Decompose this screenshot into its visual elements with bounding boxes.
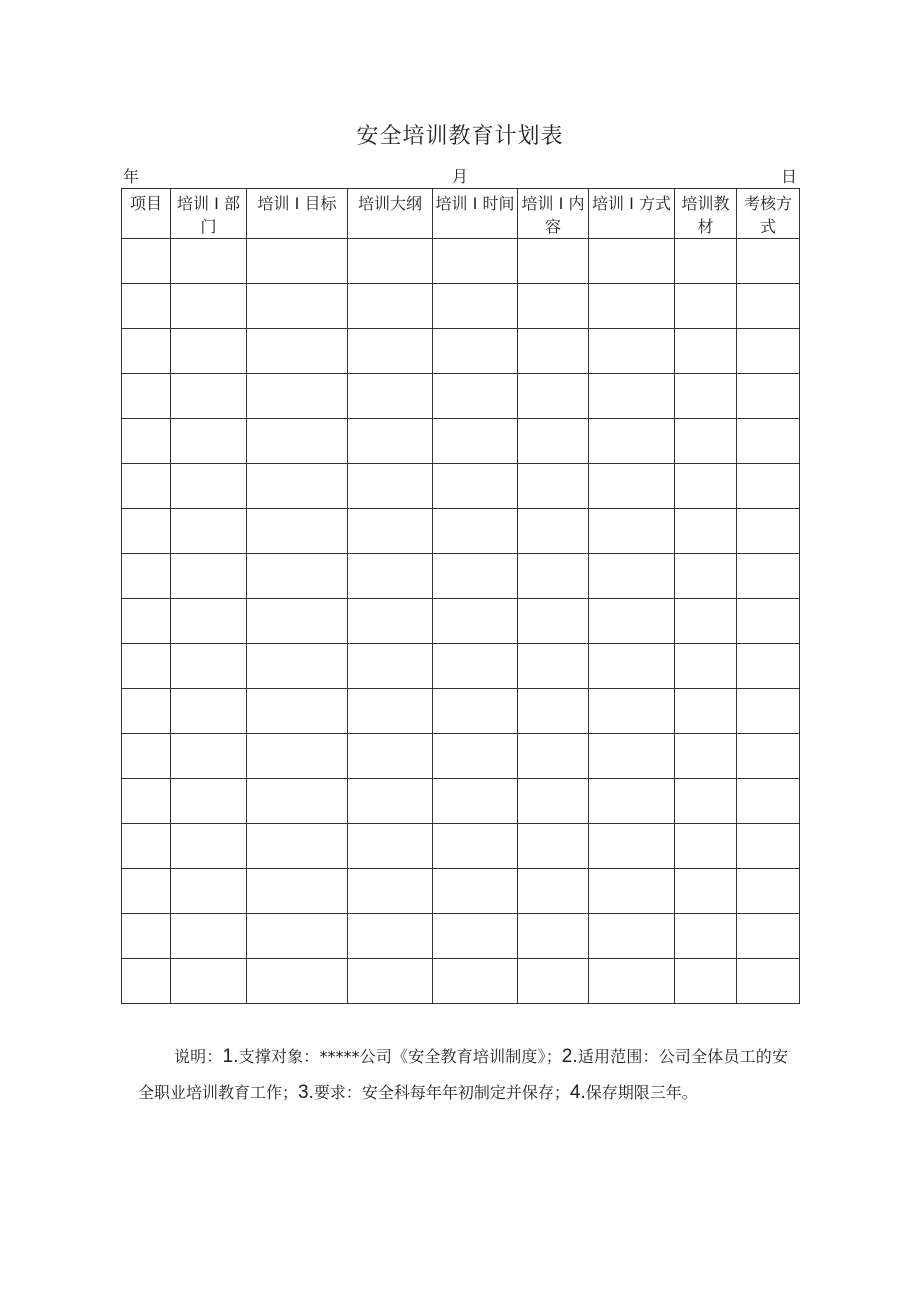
table-cell[interactable] bbox=[737, 959, 800, 1004]
table-row bbox=[122, 599, 800, 644]
table-row bbox=[122, 914, 800, 959]
table-cell[interactable] bbox=[122, 599, 171, 644]
table-cell[interactable] bbox=[675, 419, 737, 464]
table-cell[interactable] bbox=[171, 284, 247, 329]
table-cell[interactable] bbox=[348, 509, 433, 554]
table-cell[interactable] bbox=[589, 779, 675, 824]
table-cell[interactable] bbox=[737, 554, 800, 599]
table-cell[interactable] bbox=[348, 959, 433, 1004]
table-cell[interactable] bbox=[518, 869, 589, 914]
table-header-row bbox=[122, 189, 800, 239]
table-cell[interactable] bbox=[171, 824, 247, 869]
table-cell[interactable] bbox=[589, 914, 675, 959]
date-day-label: 日 bbox=[780, 167, 797, 186]
table-cell[interactable] bbox=[589, 509, 675, 554]
table-cell[interactable] bbox=[433, 734, 518, 779]
table-cell[interactable] bbox=[737, 869, 800, 914]
table-cell[interactable] bbox=[675, 509, 737, 554]
table-cell[interactable] bbox=[171, 329, 247, 374]
table-cell[interactable] bbox=[737, 689, 800, 734]
table-row bbox=[122, 644, 800, 689]
note-item-1: 支撑对象：*****公司《安全教育培训制度》； bbox=[238, 1047, 562, 1066]
table-cell[interactable] bbox=[122, 509, 171, 554]
table-cell[interactable] bbox=[348, 419, 433, 464]
table-cell[interactable] bbox=[247, 464, 348, 509]
table-cell[interactable] bbox=[737, 374, 800, 419]
table-cell[interactable] bbox=[348, 554, 433, 599]
table-cell[interactable] bbox=[247, 509, 348, 554]
table-cell[interactable] bbox=[171, 599, 247, 644]
header-method: 培训 I 方式 bbox=[589, 189, 675, 239]
table-cell[interactable] bbox=[348, 284, 433, 329]
header-outline: 培训大纲 bbox=[348, 189, 433, 239]
table-cell[interactable] bbox=[518, 329, 589, 374]
note-label: 说明： bbox=[174, 1047, 223, 1066]
table-cell[interactable] bbox=[675, 959, 737, 1004]
table-cell[interactable] bbox=[247, 689, 348, 734]
table-cell[interactable] bbox=[518, 464, 589, 509]
table-cell[interactable] bbox=[518, 914, 589, 959]
table-cell[interactable] bbox=[433, 599, 518, 644]
table-cell[interactable] bbox=[247, 644, 348, 689]
table-cell[interactable] bbox=[433, 329, 518, 374]
table-cell[interactable] bbox=[737, 824, 800, 869]
table-cell[interactable] bbox=[518, 644, 589, 689]
note-paragraph bbox=[138, 1039, 788, 1111]
table-cell[interactable] bbox=[518, 599, 589, 644]
table-cell[interactable] bbox=[348, 329, 433, 374]
table-cell[interactable] bbox=[247, 419, 348, 464]
table-cell[interactable] bbox=[737, 779, 800, 824]
table-cell[interactable] bbox=[518, 779, 589, 824]
table-row bbox=[122, 869, 800, 914]
table-cell[interactable] bbox=[171, 959, 247, 1004]
table-cell[interactable] bbox=[122, 284, 171, 329]
date-year-label: 年 bbox=[123, 167, 140, 186]
table-cell[interactable] bbox=[433, 644, 518, 689]
table-cell[interactable] bbox=[675, 824, 737, 869]
table-cell[interactable] bbox=[348, 734, 433, 779]
header-content: 培训 I 内容 bbox=[518, 189, 589, 239]
table-cell[interactable] bbox=[122, 239, 171, 284]
table-cell[interactable] bbox=[737, 284, 800, 329]
table-cell[interactable] bbox=[433, 869, 518, 914]
note-number-1: 1. bbox=[222, 1046, 239, 1067]
table-cell[interactable] bbox=[675, 239, 737, 284]
table-row bbox=[122, 509, 800, 554]
table-row bbox=[122, 239, 800, 284]
table-cell[interactable] bbox=[122, 914, 171, 959]
table-cell[interactable] bbox=[171, 734, 247, 779]
table-cell[interactable] bbox=[171, 869, 247, 914]
header-materials: 培训教材 bbox=[675, 189, 737, 239]
table-cell[interactable] bbox=[433, 554, 518, 599]
table-cell[interactable] bbox=[122, 779, 171, 824]
table-cell[interactable] bbox=[589, 959, 675, 1004]
page-title: 安全培训教育计划表 bbox=[356, 124, 564, 149]
table-cell[interactable] bbox=[737, 239, 800, 284]
table-cell[interactable] bbox=[247, 734, 348, 779]
table-cell[interactable] bbox=[247, 554, 348, 599]
table-cell[interactable] bbox=[247, 959, 348, 1004]
table-cell[interactable] bbox=[589, 689, 675, 734]
note-number-4: 4. bbox=[569, 1082, 586, 1103]
table-cell[interactable] bbox=[675, 599, 737, 644]
header-department: 培训 I 部门 bbox=[171, 189, 247, 239]
table-cell[interactable] bbox=[122, 734, 171, 779]
table-cell[interactable] bbox=[518, 239, 589, 284]
table-row bbox=[122, 464, 800, 509]
table-cell[interactable] bbox=[433, 689, 518, 734]
table-cell[interactable] bbox=[171, 689, 247, 734]
table-cell[interactable] bbox=[247, 869, 348, 914]
table-cell[interactable] bbox=[675, 374, 737, 419]
table-cell[interactable] bbox=[589, 464, 675, 509]
table-cell[interactable] bbox=[737, 419, 800, 464]
table-cell[interactable] bbox=[518, 374, 589, 419]
table-cell[interactable] bbox=[433, 959, 518, 1004]
header-item: 项目 bbox=[122, 189, 171, 239]
table-cell[interactable] bbox=[247, 374, 348, 419]
table-cell[interactable] bbox=[675, 644, 737, 689]
table-cell[interactable] bbox=[348, 599, 433, 644]
note-number-2: 2. bbox=[561, 1046, 578, 1067]
table-cell[interactable] bbox=[518, 419, 589, 464]
table-cell[interactable] bbox=[247, 599, 348, 644]
table-cell[interactable] bbox=[122, 959, 171, 1004]
table-cell[interactable] bbox=[675, 869, 737, 914]
table-cell[interactable] bbox=[589, 284, 675, 329]
table-cell[interactable] bbox=[589, 734, 675, 779]
table-cell[interactable] bbox=[737, 734, 800, 779]
table-cell[interactable] bbox=[171, 374, 247, 419]
table-cell[interactable] bbox=[518, 689, 589, 734]
table-cell[interactable] bbox=[518, 554, 589, 599]
header-objective: 培训 I 目标 bbox=[247, 189, 348, 239]
table-cell[interactable] bbox=[589, 824, 675, 869]
note-item-2: 适用范围：公司全体员工的安全职业培训教育工作； bbox=[138, 1047, 788, 1102]
table-cell[interactable] bbox=[122, 869, 171, 914]
table-cell[interactable] bbox=[433, 779, 518, 824]
training-plan-table bbox=[121, 188, 800, 1004]
table-cell[interactable] bbox=[737, 644, 800, 689]
table-cell[interactable] bbox=[122, 374, 171, 419]
date-month-label: 月 bbox=[452, 167, 469, 186]
table-cell[interactable] bbox=[675, 914, 737, 959]
table-cell[interactable] bbox=[122, 644, 171, 689]
table-row bbox=[122, 284, 800, 329]
table-cell[interactable] bbox=[737, 329, 800, 374]
table-cell[interactable] bbox=[518, 509, 589, 554]
table-cell[interactable] bbox=[247, 914, 348, 959]
note-item-4: 保存期限三年。 bbox=[585, 1083, 698, 1102]
table-cell[interactable] bbox=[433, 284, 518, 329]
table-cell[interactable] bbox=[737, 509, 800, 554]
table-cell[interactable] bbox=[122, 464, 171, 509]
table-cell[interactable] bbox=[247, 779, 348, 824]
table-cell[interactable] bbox=[675, 734, 737, 779]
table-cell[interactable] bbox=[589, 554, 675, 599]
table-row bbox=[122, 734, 800, 779]
table-cell[interactable] bbox=[171, 419, 247, 464]
table-cell[interactable] bbox=[348, 914, 433, 959]
table-row bbox=[122, 374, 800, 419]
table-cell[interactable] bbox=[589, 239, 675, 284]
table-cell[interactable] bbox=[737, 464, 800, 509]
table-cell[interactable] bbox=[675, 284, 737, 329]
table-cell[interactable] bbox=[171, 644, 247, 689]
note-item-3: 要求：安全科每年年初制定并保存； bbox=[313, 1083, 570, 1102]
table-cell[interactable] bbox=[122, 554, 171, 599]
table-cell[interactable] bbox=[589, 869, 675, 914]
table-cell[interactable] bbox=[675, 329, 737, 374]
table-cell[interactable] bbox=[122, 329, 171, 374]
table-cell[interactable] bbox=[348, 689, 433, 734]
table-cell[interactable] bbox=[348, 464, 433, 509]
table-cell[interactable] bbox=[348, 869, 433, 914]
header-time: 培训 I 时间 bbox=[433, 189, 518, 239]
table-cell[interactable] bbox=[518, 734, 589, 779]
table-cell[interactable] bbox=[171, 914, 247, 959]
date-line bbox=[121, 165, 799, 189]
table-cell[interactable] bbox=[737, 599, 800, 644]
table-cell[interactable] bbox=[348, 779, 433, 824]
table-cell[interactable] bbox=[433, 509, 518, 554]
table-cell[interactable] bbox=[348, 824, 433, 869]
header-assessment: 考核方式 bbox=[737, 189, 800, 239]
table-row bbox=[122, 959, 800, 1004]
table-cell[interactable] bbox=[171, 554, 247, 599]
table-row bbox=[122, 329, 800, 374]
table-cell[interactable] bbox=[433, 374, 518, 419]
table-cell[interactable] bbox=[171, 509, 247, 554]
table-cell[interactable] bbox=[247, 824, 348, 869]
table-cell[interactable] bbox=[122, 824, 171, 869]
table-cell[interactable] bbox=[247, 284, 348, 329]
table-cell[interactable] bbox=[433, 419, 518, 464]
table-cell[interactable] bbox=[675, 464, 737, 509]
table-cell[interactable] bbox=[589, 329, 675, 374]
table-cell[interactable] bbox=[348, 374, 433, 419]
table-body bbox=[122, 239, 800, 1004]
table-cell[interactable] bbox=[247, 329, 348, 374]
table-cell[interactable] bbox=[171, 779, 247, 824]
table-cell[interactable] bbox=[171, 239, 247, 284]
table-cell[interactable] bbox=[122, 419, 171, 464]
table-row bbox=[122, 689, 800, 734]
table-cell[interactable] bbox=[675, 779, 737, 824]
table-cell[interactable] bbox=[171, 464, 247, 509]
table-row bbox=[122, 824, 800, 869]
table-cell[interactable] bbox=[737, 914, 800, 959]
table-cell[interactable] bbox=[247, 239, 348, 284]
table-cell[interactable] bbox=[518, 284, 589, 329]
table-cell[interactable] bbox=[433, 914, 518, 959]
table-row bbox=[122, 779, 800, 824]
table-cell[interactable] bbox=[518, 959, 589, 1004]
table-cell[interactable] bbox=[589, 374, 675, 419]
table-cell[interactable] bbox=[122, 689, 171, 734]
table-cell[interactable] bbox=[433, 239, 518, 284]
table-cell[interactable] bbox=[675, 554, 737, 599]
table-cell[interactable] bbox=[433, 464, 518, 509]
table-cell[interactable] bbox=[348, 644, 433, 689]
table-cell[interactable] bbox=[589, 599, 675, 644]
table-cell[interactable] bbox=[589, 644, 675, 689]
table-cell[interactable] bbox=[348, 239, 433, 284]
table-cell[interactable] bbox=[518, 824, 589, 869]
table-cell[interactable] bbox=[675, 689, 737, 734]
table-cell[interactable] bbox=[589, 419, 675, 464]
table-row bbox=[122, 554, 800, 599]
table-cell[interactable] bbox=[433, 824, 518, 869]
table-row bbox=[122, 419, 800, 464]
note-number-3: 3. bbox=[298, 1082, 314, 1103]
